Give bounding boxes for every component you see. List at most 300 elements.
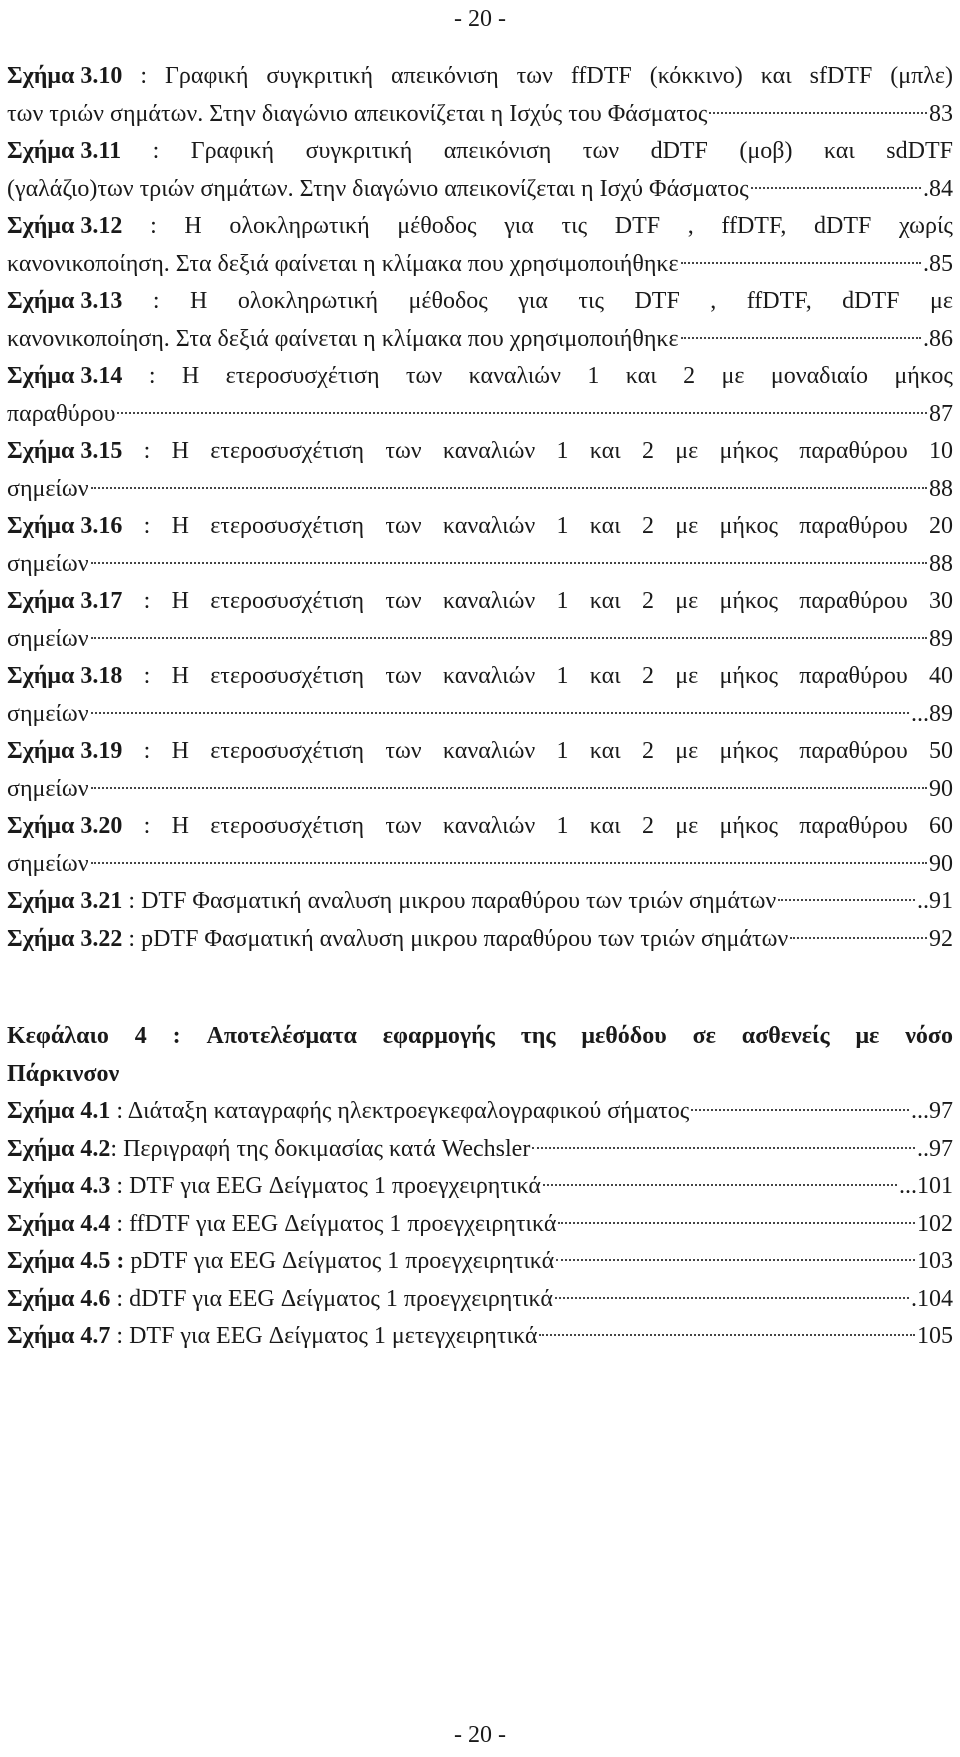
caption-word: ετεροσυσχέτιση — [210, 738, 365, 764]
caption-word: και — [589, 513, 621, 539]
caption-word: με — [675, 438, 699, 464]
figure-label: Σχήμα — [7, 1173, 75, 1199]
figure-entry-first-line — [7, 658, 953, 696]
caption-word: με — [675, 738, 699, 764]
figure-entry — [7, 508, 953, 583]
caption-word: μοναδιαίο — [770, 363, 868, 389]
caption-word: μέθοδος — [397, 213, 477, 239]
figure-number: 4.5 : — [80, 1248, 125, 1274]
caption-word: ολοκληρωτική — [229, 213, 370, 239]
figure-number: 3.13 — [80, 288, 123, 314]
caption-word: : — [152, 288, 160, 314]
caption-word: : — [143, 513, 151, 539]
dot-leader — [681, 262, 921, 264]
chapter-heading-line-1 — [7, 1018, 953, 1056]
caption-word: καναλιών — [442, 738, 536, 764]
caption-word: καναλιών — [442, 663, 536, 689]
caption-word: των — [582, 138, 620, 164]
caption-word: καναλιών — [442, 438, 536, 464]
caption-word: των — [385, 813, 422, 839]
dot-leader — [709, 112, 927, 114]
caption-word: dDTF — [650, 138, 708, 164]
caption-word: 1 — [556, 738, 569, 764]
figure-label: Σχήμα — [7, 738, 75, 764]
caption-word: παραθύρου — [799, 588, 908, 614]
caption-text: : DTF για EEG Δείγματος 1 προεγχειρητικά — [110, 1173, 541, 1199]
caption-text: των τριών σημάτων. Στην διαγώνιο απεικονίζεται η Ισχύς του Φάσματος — [7, 100, 708, 127]
figure-entry-last-line — [7, 171, 953, 209]
caption-word: και — [589, 813, 621, 839]
figure-number: 4.1 — [80, 1098, 111, 1124]
figure-entry-line — [7, 921, 953, 959]
dot-leader — [751, 187, 921, 189]
caption-word: : — [152, 138, 160, 164]
caption-word: τις — [561, 213, 588, 239]
caption-word: ετεροσυσχέτιση — [210, 438, 365, 464]
figure-number: 3.11 — [80, 138, 122, 164]
figure-entry — [7, 1206, 953, 1244]
caption-word: 1 — [556, 438, 569, 464]
caption-word: (κόκκινο) — [649, 63, 743, 89]
figure-label-group — [7, 583, 122, 621]
figure-number: 3.18 — [80, 663, 123, 689]
page-ref: ..97 — [917, 1135, 953, 1162]
page-ref: 83 — [929, 100, 953, 127]
caption-word: Η — [171, 663, 189, 689]
caption-word: 2 — [641, 738, 654, 764]
caption-word: sdDTF — [886, 138, 953, 164]
figure-entry — [7, 58, 953, 133]
figure-entry-first-line — [7, 58, 953, 96]
figure-number: 4.7 — [80, 1323, 111, 1349]
figure-label: Σχήμα — [7, 1098, 75, 1124]
figure-entry — [7, 733, 953, 808]
dot-leader — [555, 1297, 909, 1299]
caption-word: DTF — [614, 213, 661, 239]
caption-word: 10 — [928, 438, 953, 464]
figure-label: Σχήμα — [7, 138, 75, 164]
caption-word: 1 — [556, 813, 569, 839]
caption-word: των — [516, 63, 553, 89]
caption-word: Η — [171, 588, 189, 614]
dot-leader — [91, 787, 927, 789]
caption-word: ffDTF — [570, 63, 632, 89]
figure-number: 3.22 — [80, 925, 123, 952]
figure-entry-last-line — [7, 696, 953, 734]
figure-label-group — [7, 508, 122, 546]
caption-word: και — [625, 363, 657, 389]
figure-label: Σχήμα — [7, 588, 75, 614]
caption-word: 2 — [641, 588, 654, 614]
chapter-heading-word: 4 — [134, 1023, 147, 1049]
page-ref: 87 — [929, 400, 953, 427]
figure-entry-line — [7, 1206, 953, 1244]
caption-text: σημείων — [7, 700, 89, 727]
figure-label: Σχήμα — [7, 888, 75, 914]
caption-word: ολοκληρωτική — [237, 288, 379, 314]
caption-word: 1 — [587, 363, 600, 389]
caption-text: κανονικοποίηση. Στα δεξιά φαίνεται η κλίμακα που χρησιμοποιήθηκε — [7, 250, 679, 277]
figure-entry-last-line — [7, 96, 953, 134]
figure-number: 3.16 — [80, 513, 123, 539]
caption-word: ετεροσυσχέτιση — [210, 513, 365, 539]
caption-word: : — [140, 63, 148, 89]
caption-word: ffDTF, — [721, 213, 787, 239]
caption-word: 20 — [928, 513, 953, 539]
chapter-heading-word: ασθενείς — [741, 1023, 830, 1049]
caption-word: 30 — [928, 588, 953, 614]
caption-word: Η — [171, 738, 189, 764]
caption-word: των — [385, 663, 422, 689]
figure-number: 3.10 — [80, 63, 123, 89]
page-ref: 92 — [929, 925, 953, 952]
chapter-heading-word: Αποτελέσματα — [206, 1023, 357, 1049]
figure-label: Σχήμα — [7, 1248, 75, 1274]
figure-label: Σχήμα — [7, 63, 75, 89]
figure-entry — [7, 208, 953, 283]
caption-word: 2 — [641, 513, 654, 539]
caption-word: : — [143, 438, 151, 464]
dot-leader — [91, 562, 927, 564]
caption-word: καναλιών — [442, 513, 536, 539]
page-number-bottom: - 20 - — [454, 1722, 506, 1748]
figure-entries-chapter-3-long — [7, 58, 953, 883]
caption-word: χωρίς — [899, 213, 953, 239]
figure-entry — [7, 1243, 953, 1281]
page-ref: 105 — [917, 1323, 953, 1349]
caption-word: μήκος — [719, 513, 778, 539]
chapter-heading-word: με — [855, 1023, 880, 1049]
caption-word: και — [823, 138, 855, 164]
chapter-heading-word: νόσο — [905, 1023, 953, 1049]
figure-number: 3.21 — [80, 888, 123, 914]
caption-word: (μπλε) — [890, 63, 953, 89]
page-ref: ...89 — [911, 700, 953, 727]
dot-leader — [790, 937, 927, 939]
caption-word: : — [143, 738, 151, 764]
page-ref: .85 — [923, 250, 953, 277]
dot-leader — [539, 1334, 915, 1336]
page-ref: ..91 — [917, 888, 953, 914]
figure-entry-first-line — [7, 133, 953, 171]
page-ref: 89 — [929, 625, 953, 652]
caption-word: , — [687, 213, 694, 239]
caption-word: sfDTF — [809, 63, 873, 89]
figure-entry-last-line — [7, 846, 953, 884]
figure-entry-first-line — [7, 283, 953, 321]
figure-entry-line — [7, 1318, 953, 1356]
caption-word: ετεροσυσχέτιση — [225, 363, 380, 389]
caption-word: με — [675, 813, 699, 839]
figure-number: 4.6 — [80, 1285, 111, 1312]
chapter-heading-word: : — [172, 1023, 181, 1049]
dot-leader — [117, 412, 927, 414]
caption-word: για — [518, 288, 548, 314]
caption-text: σημείων — [7, 550, 89, 577]
figure-entry-line — [7, 1168, 953, 1206]
page-ref: .104 — [911, 1285, 953, 1312]
caption-word: 50 — [928, 738, 953, 764]
figure-entries-chapter-3-short — [7, 883, 953, 958]
caption-text: σημείων — [7, 775, 89, 802]
figure-label-group — [7, 58, 122, 96]
figure-label: Σχήμα — [7, 363, 75, 389]
caption-word: παραθύρου — [799, 438, 908, 464]
caption-word: και — [589, 663, 621, 689]
caption-word: των — [405, 363, 443, 389]
caption-word: Η — [171, 513, 189, 539]
caption-word: (μοβ) — [739, 138, 793, 164]
figure-label-group — [7, 658, 122, 696]
caption-text: pDTF για EEG Δείγματος 1 προεγχειρητικά — [124, 1248, 555, 1274]
caption-word: και — [760, 63, 792, 89]
chapter-heading-word: μεθόδου — [581, 1023, 667, 1049]
caption-word: των — [385, 738, 422, 764]
caption-word: 2 — [683, 363, 696, 389]
figure-number: 4.2 — [80, 1135, 111, 1162]
page-ref: .86 — [923, 325, 953, 352]
figure-entry-last-line — [7, 471, 953, 509]
caption-word: με — [721, 363, 745, 389]
figure-entry — [7, 358, 953, 433]
caption-word: μέθοδος — [408, 288, 488, 314]
caption-text: παραθύρου — [7, 400, 116, 427]
figure-label: Σχήμα — [7, 1135, 75, 1162]
figure-entry — [7, 1131, 953, 1169]
caption-word: 60 — [928, 813, 953, 839]
caption-word: : — [143, 588, 151, 614]
caption-word: συγκριτική — [266, 63, 374, 89]
caption-text: : DTF Φασματική αναλυση μικρου παραθύρου των τριών σημάτων — [122, 888, 777, 914]
figure-entry-first-line — [7, 733, 953, 771]
figure-entry — [7, 921, 953, 959]
caption-word: ετεροσυσχέτιση — [210, 813, 365, 839]
caption-word: μήκος — [894, 363, 953, 389]
figure-label: Σχήμα — [7, 925, 75, 952]
figure-entry-line — [7, 1131, 953, 1169]
figure-entry-last-line — [7, 621, 953, 659]
chapter-heading — [7, 1018, 953, 1093]
caption-word: καναλιών — [468, 363, 561, 389]
dot-leader — [91, 862, 927, 864]
figure-entry — [7, 583, 953, 658]
figure-label-group — [7, 433, 122, 471]
caption-word: 2 — [641, 663, 654, 689]
dot-leader — [532, 1147, 915, 1149]
caption-word: Η — [171, 813, 189, 839]
figure-list — [7, 58, 953, 1356]
figure-label-group — [7, 358, 122, 396]
figure-entry-line — [7, 1281, 953, 1319]
page-ref: ...97 — [911, 1098, 953, 1124]
caption-word: ffDTF, — [746, 288, 812, 314]
dot-leader — [778, 899, 915, 901]
figure-entry — [7, 1168, 953, 1206]
caption-word: καναλιών — [442, 588, 536, 614]
figure-entry — [7, 808, 953, 883]
caption-word: : — [143, 813, 151, 839]
page-ref: 90 — [929, 850, 953, 877]
chapter-heading-line-2: Πάρκινσον — [7, 1060, 120, 1087]
figure-entry — [7, 1318, 953, 1356]
caption-text: κανονικοποίηση. Στα δεξιά φαίνεται η κλίμακα που χρησιμοποιήθηκε — [7, 325, 679, 352]
caption-word: 40 — [928, 663, 953, 689]
caption-text: : ffDTF για EEG Δείγματος 1 προεγχειρητικά — [110, 1210, 557, 1237]
dot-leader — [91, 637, 927, 639]
figure-label-group — [7, 808, 122, 846]
figure-entry — [7, 1093, 953, 1131]
page-ref: 103 — [917, 1248, 953, 1274]
figure-number: 3.20 — [80, 813, 123, 839]
caption-word: παραθύρου — [799, 663, 908, 689]
caption-word: 2 — [641, 813, 654, 839]
caption-text: σημείων — [7, 625, 89, 652]
caption-text: : Διάταξη καταγραφής ηλεκτροεγκεφαλογραφικού σήματος — [110, 1098, 690, 1124]
caption-text: : Περιγραφή της δοκιμασίας κατά Wechsler — [110, 1135, 531, 1162]
dot-leader — [91, 712, 909, 714]
caption-text: (γαλάζιο)των τριών σημάτων. Στην διαγώνιο απεικονίζεται η Ισχύ Φάσματος — [7, 175, 749, 202]
caption-word: Η — [171, 438, 189, 464]
figure-entry-first-line — [7, 508, 953, 546]
caption-word: παραθύρου — [799, 813, 908, 839]
caption-word: μήκος — [719, 738, 778, 764]
page-ref: 102 — [917, 1210, 953, 1237]
caption-text: σημείων — [7, 475, 89, 502]
figure-label: Σχήμα — [7, 1323, 75, 1349]
caption-text: σημείων — [7, 850, 89, 877]
caption-word: ετεροσυσχέτιση — [210, 663, 365, 689]
page-ref: 90 — [929, 775, 953, 802]
caption-word: Η — [181, 363, 200, 389]
dot-leader — [681, 337, 921, 339]
figure-number: 3.12 — [80, 213, 123, 239]
caption-word: 1 — [556, 513, 569, 539]
figure-entry — [7, 658, 953, 733]
caption-word: DTF — [634, 288, 680, 314]
caption-word: τις — [578, 288, 604, 314]
figure-label: Σχήμα — [7, 288, 75, 314]
caption-word: των — [385, 588, 422, 614]
figure-entries-chapter-4 — [7, 1093, 953, 1356]
figure-label-group — [7, 733, 122, 771]
figure-entry — [7, 1281, 953, 1319]
caption-word: των — [385, 438, 422, 464]
chapter-heading-word: σε — [692, 1023, 716, 1049]
caption-word: : — [143, 663, 151, 689]
figure-label: Σχήμα — [7, 1285, 75, 1312]
figure-label: Σχήμα — [7, 813, 75, 839]
caption-word: με — [929, 288, 953, 314]
figure-label: Σχήμα — [7, 213, 75, 239]
figure-number: 3.15 — [80, 438, 123, 464]
caption-word: απεικόνιση — [391, 63, 499, 89]
figure-entry — [7, 283, 953, 358]
figure-entry-line — [7, 1243, 953, 1281]
figure-number: 3.17 — [80, 588, 123, 614]
caption-text: : dDTF για EEG Δείγματος 1 προεγχειρητικά — [110, 1285, 553, 1312]
figure-label: Σχήμα — [7, 1210, 75, 1237]
dot-leader — [556, 1259, 915, 1261]
caption-word: Γραφική — [165, 63, 249, 89]
figure-entry-first-line — [7, 583, 953, 621]
caption-word: 1 — [556, 588, 569, 614]
figure-entry-first-line — [7, 358, 953, 396]
caption-word: dDTF — [842, 288, 900, 314]
caption-word: dDTF — [814, 213, 872, 239]
caption-word: Η — [184, 213, 202, 239]
page-ref: .84 — [923, 175, 953, 202]
caption-text: : pDTF Φασματική αναλυση μικρου παραθύρου των τριών σημάτων — [122, 925, 789, 952]
page-ref: 88 — [929, 475, 953, 502]
page-ref: ...101 — [899, 1173, 953, 1199]
page-ref: 88 — [929, 550, 953, 577]
caption-word: , — [710, 288, 717, 314]
figure-entry-first-line — [7, 433, 953, 471]
figure-entry-first-line — [7, 208, 953, 246]
chapter-heading-word: Κεφάλαιο — [7, 1023, 109, 1049]
caption-word: μήκος — [719, 588, 778, 614]
chapter-heading-word: της — [520, 1023, 556, 1049]
caption-word: μήκος — [719, 813, 778, 839]
caption-text: : DTF για EEG Δείγματος 1 μετεγχειρητικά — [110, 1323, 538, 1349]
figure-number: 4.4 — [80, 1210, 111, 1237]
figure-entry-last-line — [7, 546, 953, 584]
chapter-heading-word: εφαρμογής — [382, 1023, 495, 1049]
figure-entry — [7, 433, 953, 508]
figure-number: 3.14 — [80, 363, 123, 389]
caption-word: με — [675, 588, 699, 614]
figure-label: Σχήμα — [7, 663, 75, 689]
caption-word: για — [504, 213, 534, 239]
figure-number: 4.3 — [80, 1173, 111, 1199]
caption-word: απεικόνιση — [443, 138, 552, 164]
figure-entry-last-line — [7, 321, 953, 359]
figure-label: Σχήμα — [7, 513, 75, 539]
figure-number: 3.19 — [80, 738, 123, 764]
caption-word: Γραφική — [190, 138, 275, 164]
caption-word: μήκος — [719, 663, 778, 689]
caption-word: παραθύρου — [799, 738, 908, 764]
caption-word: καναλιών — [442, 813, 536, 839]
figure-entry-line — [7, 883, 953, 921]
dot-leader — [558, 1222, 915, 1224]
figure-entry-last-line — [7, 246, 953, 284]
caption-word: : — [148, 363, 156, 389]
figure-entry-line — [7, 1093, 953, 1131]
figure-entry-first-line — [7, 808, 953, 846]
dot-leader — [691, 1109, 909, 1111]
caption-word: με — [675, 513, 699, 539]
caption-word: 2 — [641, 438, 654, 464]
caption-word: και — [589, 738, 621, 764]
figure-entry-last-line — [7, 396, 953, 434]
caption-word: ετεροσυσχέτιση — [210, 588, 365, 614]
figure-entry-last-line — [7, 771, 953, 809]
caption-word: με — [675, 663, 699, 689]
caption-word: συγκριτική — [305, 138, 413, 164]
figure-entry — [7, 133, 953, 208]
caption-word: των — [385, 513, 422, 539]
dot-leader — [91, 487, 927, 489]
page-number-top: - 20 - — [454, 6, 506, 32]
caption-word: 1 — [556, 663, 569, 689]
caption-word: : — [150, 213, 157, 239]
caption-word: μήκος — [719, 438, 778, 464]
caption-word: Η — [190, 288, 208, 314]
figure-label-group — [7, 208, 122, 246]
caption-word: και — [589, 588, 621, 614]
figure-label-group — [7, 283, 122, 321]
